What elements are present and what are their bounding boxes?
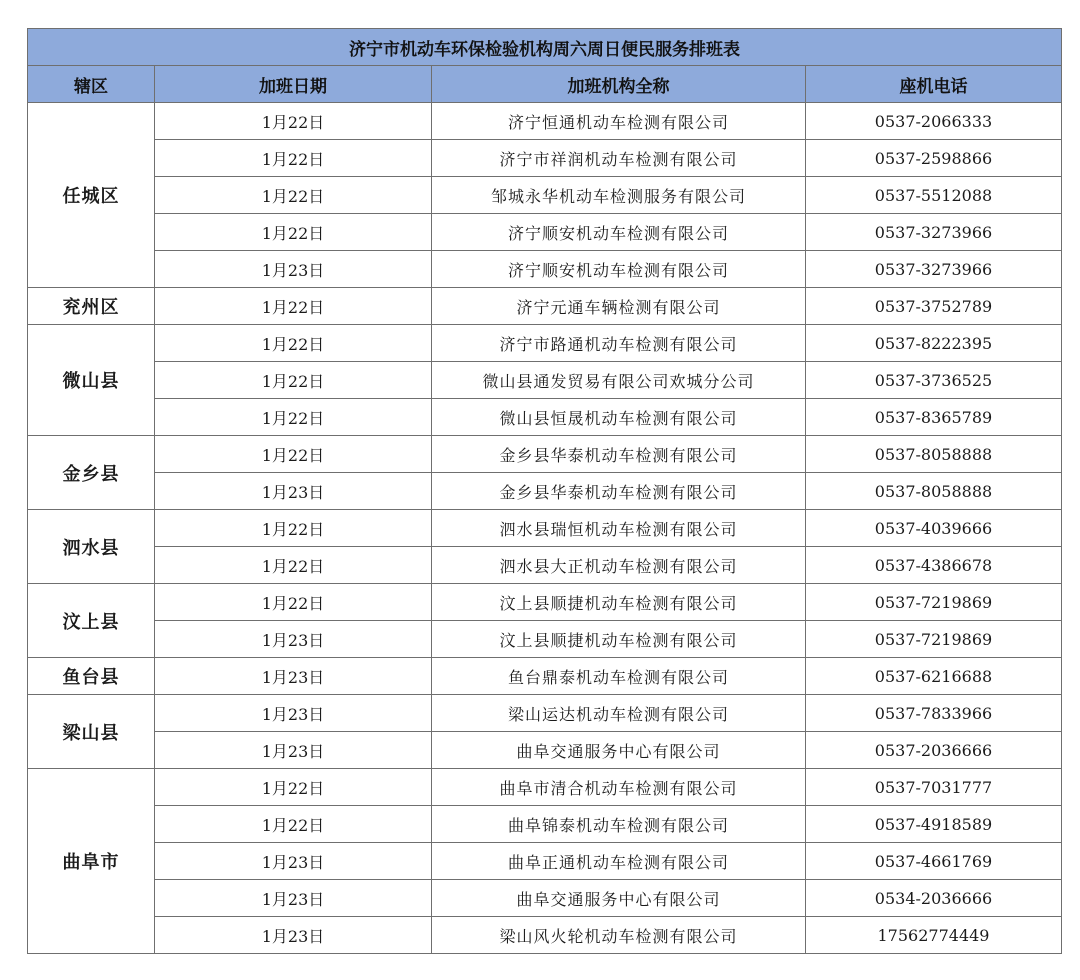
district-cell: 泗水县 xyxy=(28,510,155,584)
org-cell: 汶上县顺捷机动车检测有限公司 xyxy=(432,621,806,658)
date-cell: 1月22日 xyxy=(155,325,432,362)
date-cell: 1月22日 xyxy=(155,399,432,436)
date-cell: 1月22日 xyxy=(155,214,432,251)
org-cell: 曲阜交通服务中心有限公司 xyxy=(432,880,806,917)
table-row xyxy=(28,769,1062,806)
org-cell: 汶上县顺捷机动车检测有限公司 xyxy=(432,584,806,621)
table-row xyxy=(28,695,1062,732)
org-cell: 曲阜锦泰机动车检测有限公司 xyxy=(432,806,806,843)
district-cell: 汶上县 xyxy=(28,584,155,658)
phone-cell: 0537-4039666 xyxy=(806,510,1062,547)
table-row xyxy=(28,806,1062,843)
phone-cell: 0537-8058888 xyxy=(806,436,1062,473)
district-cell: 鱼台县 xyxy=(28,658,155,695)
org-cell: 梁山风火轮机动车检测有限公司 xyxy=(432,917,806,954)
date-cell: 1月23日 xyxy=(155,917,432,954)
phone-cell: 0537-8058888 xyxy=(806,473,1062,510)
table-row xyxy=(28,843,1062,880)
district-cell: 任城区 xyxy=(28,103,155,288)
date-cell: 1月23日 xyxy=(155,658,432,695)
district-cell: 梁山县 xyxy=(28,695,155,769)
table-row xyxy=(28,732,1062,769)
phone-cell: 0537-3752789 xyxy=(806,288,1062,325)
district-cell: 微山县 xyxy=(28,325,155,436)
org-cell: 泗水县瑞恒机动车检测有限公司 xyxy=(432,510,806,547)
org-cell: 济宁顺安机动车检测有限公司 xyxy=(432,251,806,288)
phone-cell: 0537-7219869 xyxy=(806,621,1062,658)
schedule-body xyxy=(28,103,1062,954)
table-row xyxy=(28,880,1062,917)
header-org: 加班机构全称 xyxy=(432,66,806,103)
district-cell: 金乡县 xyxy=(28,436,155,510)
date-cell: 1月22日 xyxy=(155,177,432,214)
date-cell: 1月22日 xyxy=(155,362,432,399)
org-cell: 济宁市路通机动车检测有限公司 xyxy=(432,325,806,362)
date-cell: 1月23日 xyxy=(155,621,432,658)
date-cell: 1月22日 xyxy=(155,547,432,584)
date-cell: 1月22日 xyxy=(155,510,432,547)
date-cell: 1月23日 xyxy=(155,732,432,769)
date-cell: 1月22日 xyxy=(155,140,432,177)
org-cell: 曲阜正通机动车检测有限公司 xyxy=(432,843,806,880)
org-cell: 金乡县华泰机动车检测有限公司 xyxy=(432,436,806,473)
table-row xyxy=(28,251,1062,288)
date-cell: 1月22日 xyxy=(155,288,432,325)
table-row xyxy=(28,547,1062,584)
phone-cell: 0537-3273966 xyxy=(806,251,1062,288)
org-cell: 梁山运达机动车检测有限公司 xyxy=(432,695,806,732)
phone-cell: 0537-4918589 xyxy=(806,806,1062,843)
phone-cell: 0537-4386678 xyxy=(806,547,1062,584)
phone-cell: 0537-7219869 xyxy=(806,584,1062,621)
table-row xyxy=(28,584,1062,621)
table-row xyxy=(28,362,1062,399)
table-row xyxy=(28,658,1062,695)
phone-cell: 0537-6216688 xyxy=(806,658,1062,695)
org-cell: 鱼台鼎泰机动车检测有限公司 xyxy=(432,658,806,695)
phone-cell: 0537-2598866 xyxy=(806,140,1062,177)
table-row xyxy=(28,288,1062,325)
table-row xyxy=(28,436,1062,473)
org-cell: 济宁市祥润机动车检测有限公司 xyxy=(432,140,806,177)
date-cell: 1月22日 xyxy=(155,806,432,843)
phone-cell: 17562774449 xyxy=(806,917,1062,954)
phone-cell: 0537-8365789 xyxy=(806,399,1062,436)
org-cell: 济宁元通车辆检测有限公司 xyxy=(432,288,806,325)
table-row xyxy=(28,510,1062,547)
header-row xyxy=(28,66,1062,103)
district-cell: 曲阜市 xyxy=(28,769,155,954)
phone-cell: 0537-5512088 xyxy=(806,177,1062,214)
table-row xyxy=(28,917,1062,954)
date-cell: 1月22日 xyxy=(155,769,432,806)
schedule-table xyxy=(27,28,1062,954)
org-cell: 曲阜交通服务中心有限公司 xyxy=(432,732,806,769)
date-cell: 1月23日 xyxy=(155,695,432,732)
date-cell: 1月23日 xyxy=(155,880,432,917)
phone-cell: 0537-7031777 xyxy=(806,769,1062,806)
header-phone: 座机电话 xyxy=(806,66,1062,103)
org-cell: 济宁顺安机动车检测有限公司 xyxy=(432,214,806,251)
org-cell: 曲阜市清合机动车检测有限公司 xyxy=(432,769,806,806)
date-cell: 1月23日 xyxy=(155,251,432,288)
title-row xyxy=(28,29,1062,66)
org-cell: 济宁恒通机动车检测有限公司 xyxy=(432,103,806,140)
header-date: 加班日期 xyxy=(155,66,432,103)
org-cell: 微山县恒晟机动车检测有限公司 xyxy=(432,399,806,436)
table-row xyxy=(28,325,1062,362)
date-cell: 1月22日 xyxy=(155,436,432,473)
table-title: 济宁市机动车环保检验机构周六周日便民服务排班表 xyxy=(28,29,1062,66)
table-row xyxy=(28,140,1062,177)
table-row xyxy=(28,399,1062,436)
table-row xyxy=(28,621,1062,658)
table-row xyxy=(28,177,1062,214)
org-cell: 邹城永华机动车检测服务有限公司 xyxy=(432,177,806,214)
date-cell: 1月22日 xyxy=(155,584,432,621)
phone-cell: 0537-4661769 xyxy=(806,843,1062,880)
district-cell: 兖州区 xyxy=(28,288,155,325)
date-cell: 1月23日 xyxy=(155,473,432,510)
table-row xyxy=(28,214,1062,251)
date-cell: 1月23日 xyxy=(155,843,432,880)
org-cell: 泗水县大正机动车检测有限公司 xyxy=(432,547,806,584)
phone-cell: 0537-3736525 xyxy=(806,362,1062,399)
phone-cell: 0537-7833966 xyxy=(806,695,1062,732)
org-cell: 微山县通发贸易有限公司欢城分公司 xyxy=(432,362,806,399)
phone-cell: 0537-3273966 xyxy=(806,214,1062,251)
phone-cell: 0537-8222395 xyxy=(806,325,1062,362)
table-row xyxy=(28,103,1062,140)
date-cell: 1月22日 xyxy=(155,103,432,140)
phone-cell: 0537-2036666 xyxy=(806,732,1062,769)
table-row xyxy=(28,473,1062,510)
phone-cell: 0534-2036666 xyxy=(806,880,1062,917)
phone-cell: 0537-2066333 xyxy=(806,103,1062,140)
org-cell: 金乡县华泰机动车检测有限公司 xyxy=(432,473,806,510)
header-district: 辖区 xyxy=(28,66,155,103)
